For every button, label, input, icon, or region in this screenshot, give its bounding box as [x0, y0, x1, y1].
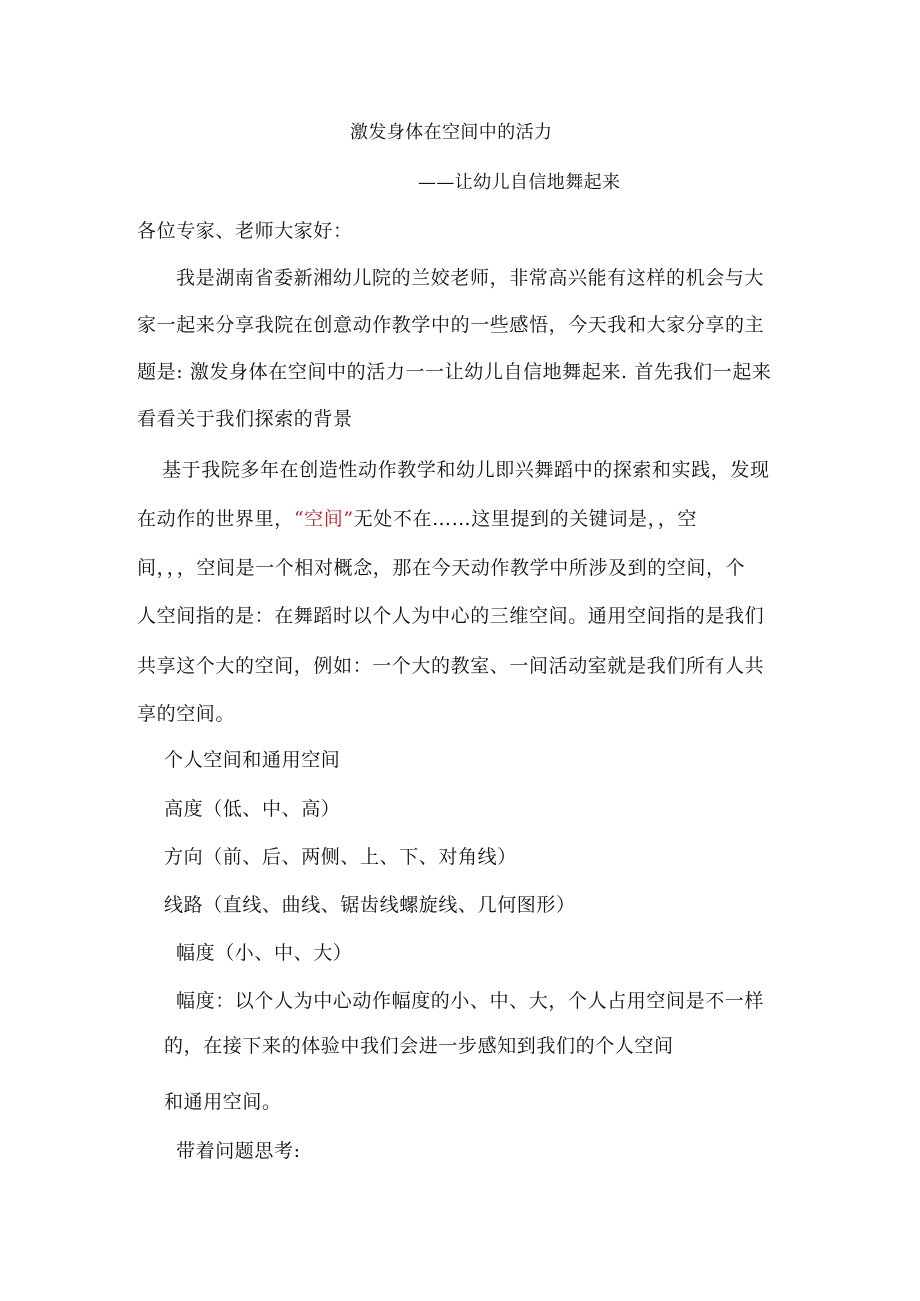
paragraph-2-line: 共享这个大的空间，例如：一个大的教室、一间活动室就是我们所有人共 — [137, 655, 765, 677]
paragraph-2-line: 享的空间。 — [137, 703, 236, 725]
paragraph-1-line: 题是: 激发身体在空间中的活力一一让幼儿自信地舞起来. 首先我们一起来 — [137, 361, 772, 383]
paragraph-2-text: 在动作的世界里， — [137, 508, 294, 530]
list-item: 高度（低、中、高） — [164, 798, 341, 820]
list-item: 线路（直线、曲线、锯齿线螺旋线、几何图形） — [164, 894, 576, 916]
paragraph-1-line: 看看关于我们探索的背景 — [137, 408, 353, 430]
paragraph-2-line: 人空间指的是：在舞蹈时以个人为中心的三维空间。通用空间指的是我们 — [137, 605, 765, 627]
document-subtitle: ——让幼儿自信地舞起来 — [418, 172, 621, 193]
list-item: 幅度（小、中、大） — [176, 942, 353, 964]
paragraph-3-line: 幅度：以个人为中心动作幅度的小、中、大，个人占用空间是不一样 — [176, 990, 765, 1012]
paragraph-3-line: 的，在接下来的体验中我们会进一步感知到我们的个人空间 — [164, 1035, 674, 1057]
paragraph-3-line: 和通用空间。 — [164, 1091, 282, 1113]
paragraph-1-line: 我是湖南省委新湘幼儿院的兰姣老师，非常高兴能有这样的机会与大 — [176, 267, 765, 289]
paragraph-1-line: 家一起来分享我院在创意动作教学中的一些感悟，今天我和大家分享的主 — [137, 314, 765, 336]
paragraph-2-text: 无处不在……这里提到的关键词是，，空 — [353, 508, 697, 530]
list-item: 方向（前、后、两侧、上、下、对角线） — [164, 846, 517, 868]
highlighted-keyword: “空间” — [293, 508, 354, 530]
closing-line: 带着问题思考: — [176, 1140, 301, 1162]
greeting: 各位专家、老师大家好： — [137, 220, 353, 242]
paragraph-2-line — [137, 507, 697, 531]
paragraph-2-line: 基于我院多年在创造性动作教学和幼儿即兴舞蹈中的探索和实践，发现 — [162, 459, 770, 481]
paragraph-2-line: 间，，，空间是一个相对概念，那在今天动作教学中所涉及到的空间，个 — [137, 557, 746, 579]
document-title: 激发身体在空间中的活力 — [350, 122, 553, 143]
list-item: 个人空间和通用空间 — [164, 749, 341, 771]
